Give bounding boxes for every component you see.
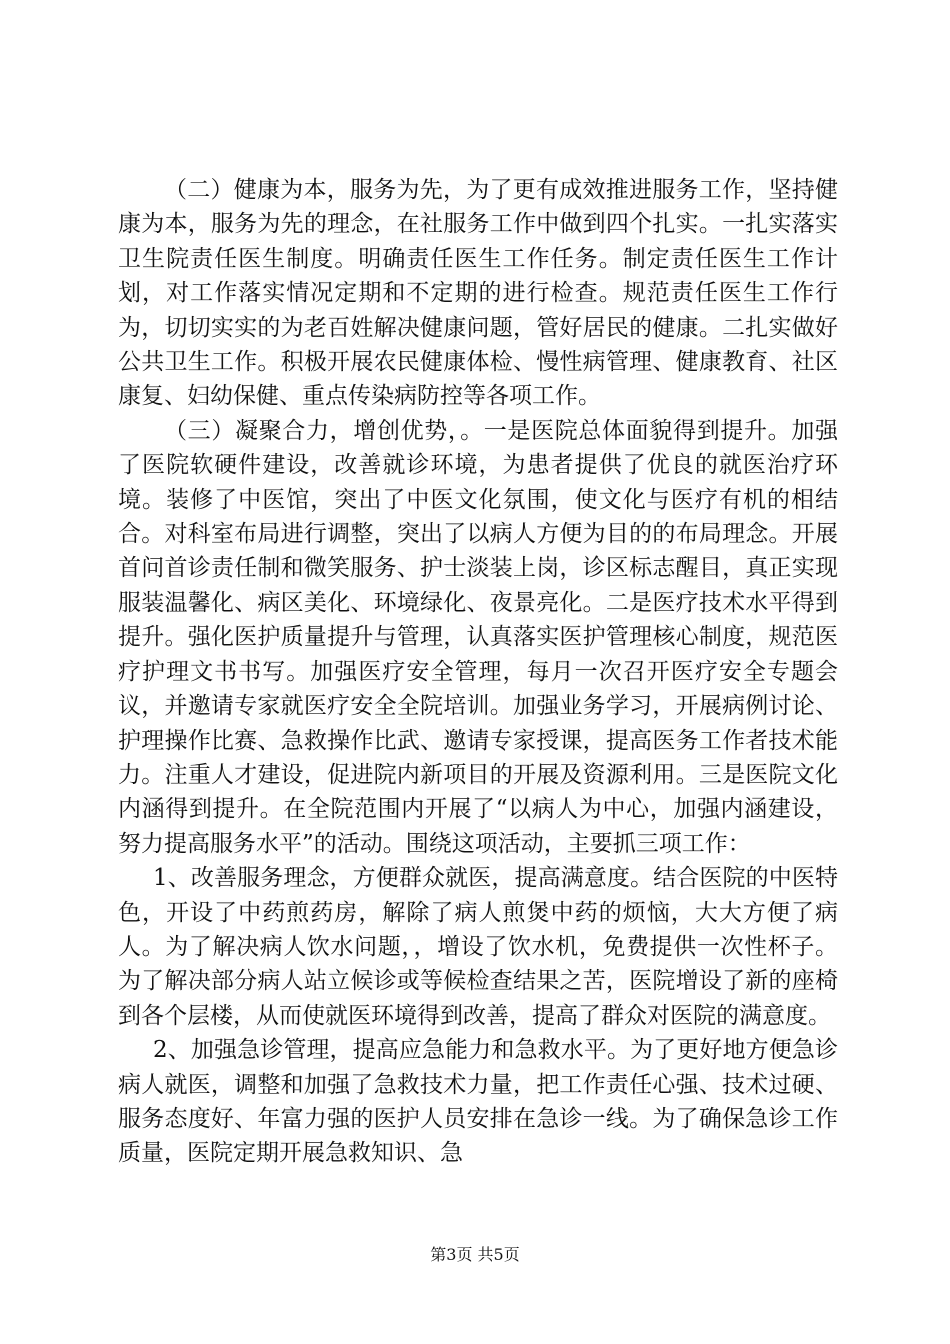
paragraph-service-concept: 1、改善服务理念，方便群众就医，提高满意度。结合医院的中医特色，开设了中药煎药房，解除了病人煎煲中药的烦恼，大大方便了病人。为了解决病人饮水问题，，增设了饮水机，免费提供一次性杯子。为了解决部分病人站立候诊或等候检查结果之苦，医院增设了新的座椅到各个层楼，从而使就医环境得到改善，提高了群众对医院的满意度。 [118, 865, 838, 1029]
paragraph-health-service: （二）健康为本，服务为先，为了更有成效推进服务工作，坚持健康为本，服务为先的理念，在社服务工作中做到四个扎实。一扎实落实卫生院责任医生制度。明确责任医生工作任务。制定责任医生工作计划，对工作落实情况定期和不定期的进行检查。规范责任医生工作行为，切切实实的为老百姓解决健康问题，管好居民的健康。二扎实做好公共卫生工作。积极开展农民健康体检、慢性病管理、健康教育、社区康复、妇幼保健、重点传染病防控等各项工作。 [118, 177, 838, 410]
paragraph-cohesion-advantage: （三）凝聚合力，增创优势，。一是医院总体面貌得到提升。加强了医院软硬件建设，改善就诊环境，为患者提供了优良的就医治疗环境。装修了中医馆，突出了中医文化氛围，使文化与医疗有机的相结合。对科室布局进行调整，突出了以病人方便为目的的布局理念。开展首问首诊责任制和微笑服务、护士淡装上岗，诊区标志醒目，真正实现服装温馨化、病区美化、环境绿化、夜景亮化。二是医疗技术水平得到提升。强化医护质量提升与管理，认真落实医护管理核心制度，规范医疗护理文书书写。加强医疗安全管理，每月一次召开医疗安全专题会议，并邀请专家就医疗安全全院培训。加强业务学习，开展病例讨论、护理操作比赛、急救操作比武、邀请专家授课，提高医务工作者技术能力。注重人才建设，促进院内新项目的开展及资源利用。三是医院文化内涵得到提升。在全院范围内开展了“以病人为中心，加强内涵建设，努力提高服务水平”的活动。围绕这项活动，主要抓三项工作： [118, 417, 838, 857]
document-body [118, 173, 838, 1171]
page-number-footer: 第3页 共5页 [430, 1245, 520, 1264]
paragraph-emergency-management: 2、加强急诊管理，提高应急能力和急救水平。为了更好地方便急诊病人就医，调整和加强了急救技术力量，把工作责任心强、技术过硬、服务态度好、年富力强的医护人员安排在急诊一线。为了确保急诊工作质量，医院定期开展急救知识、急 [118, 1037, 838, 1167]
